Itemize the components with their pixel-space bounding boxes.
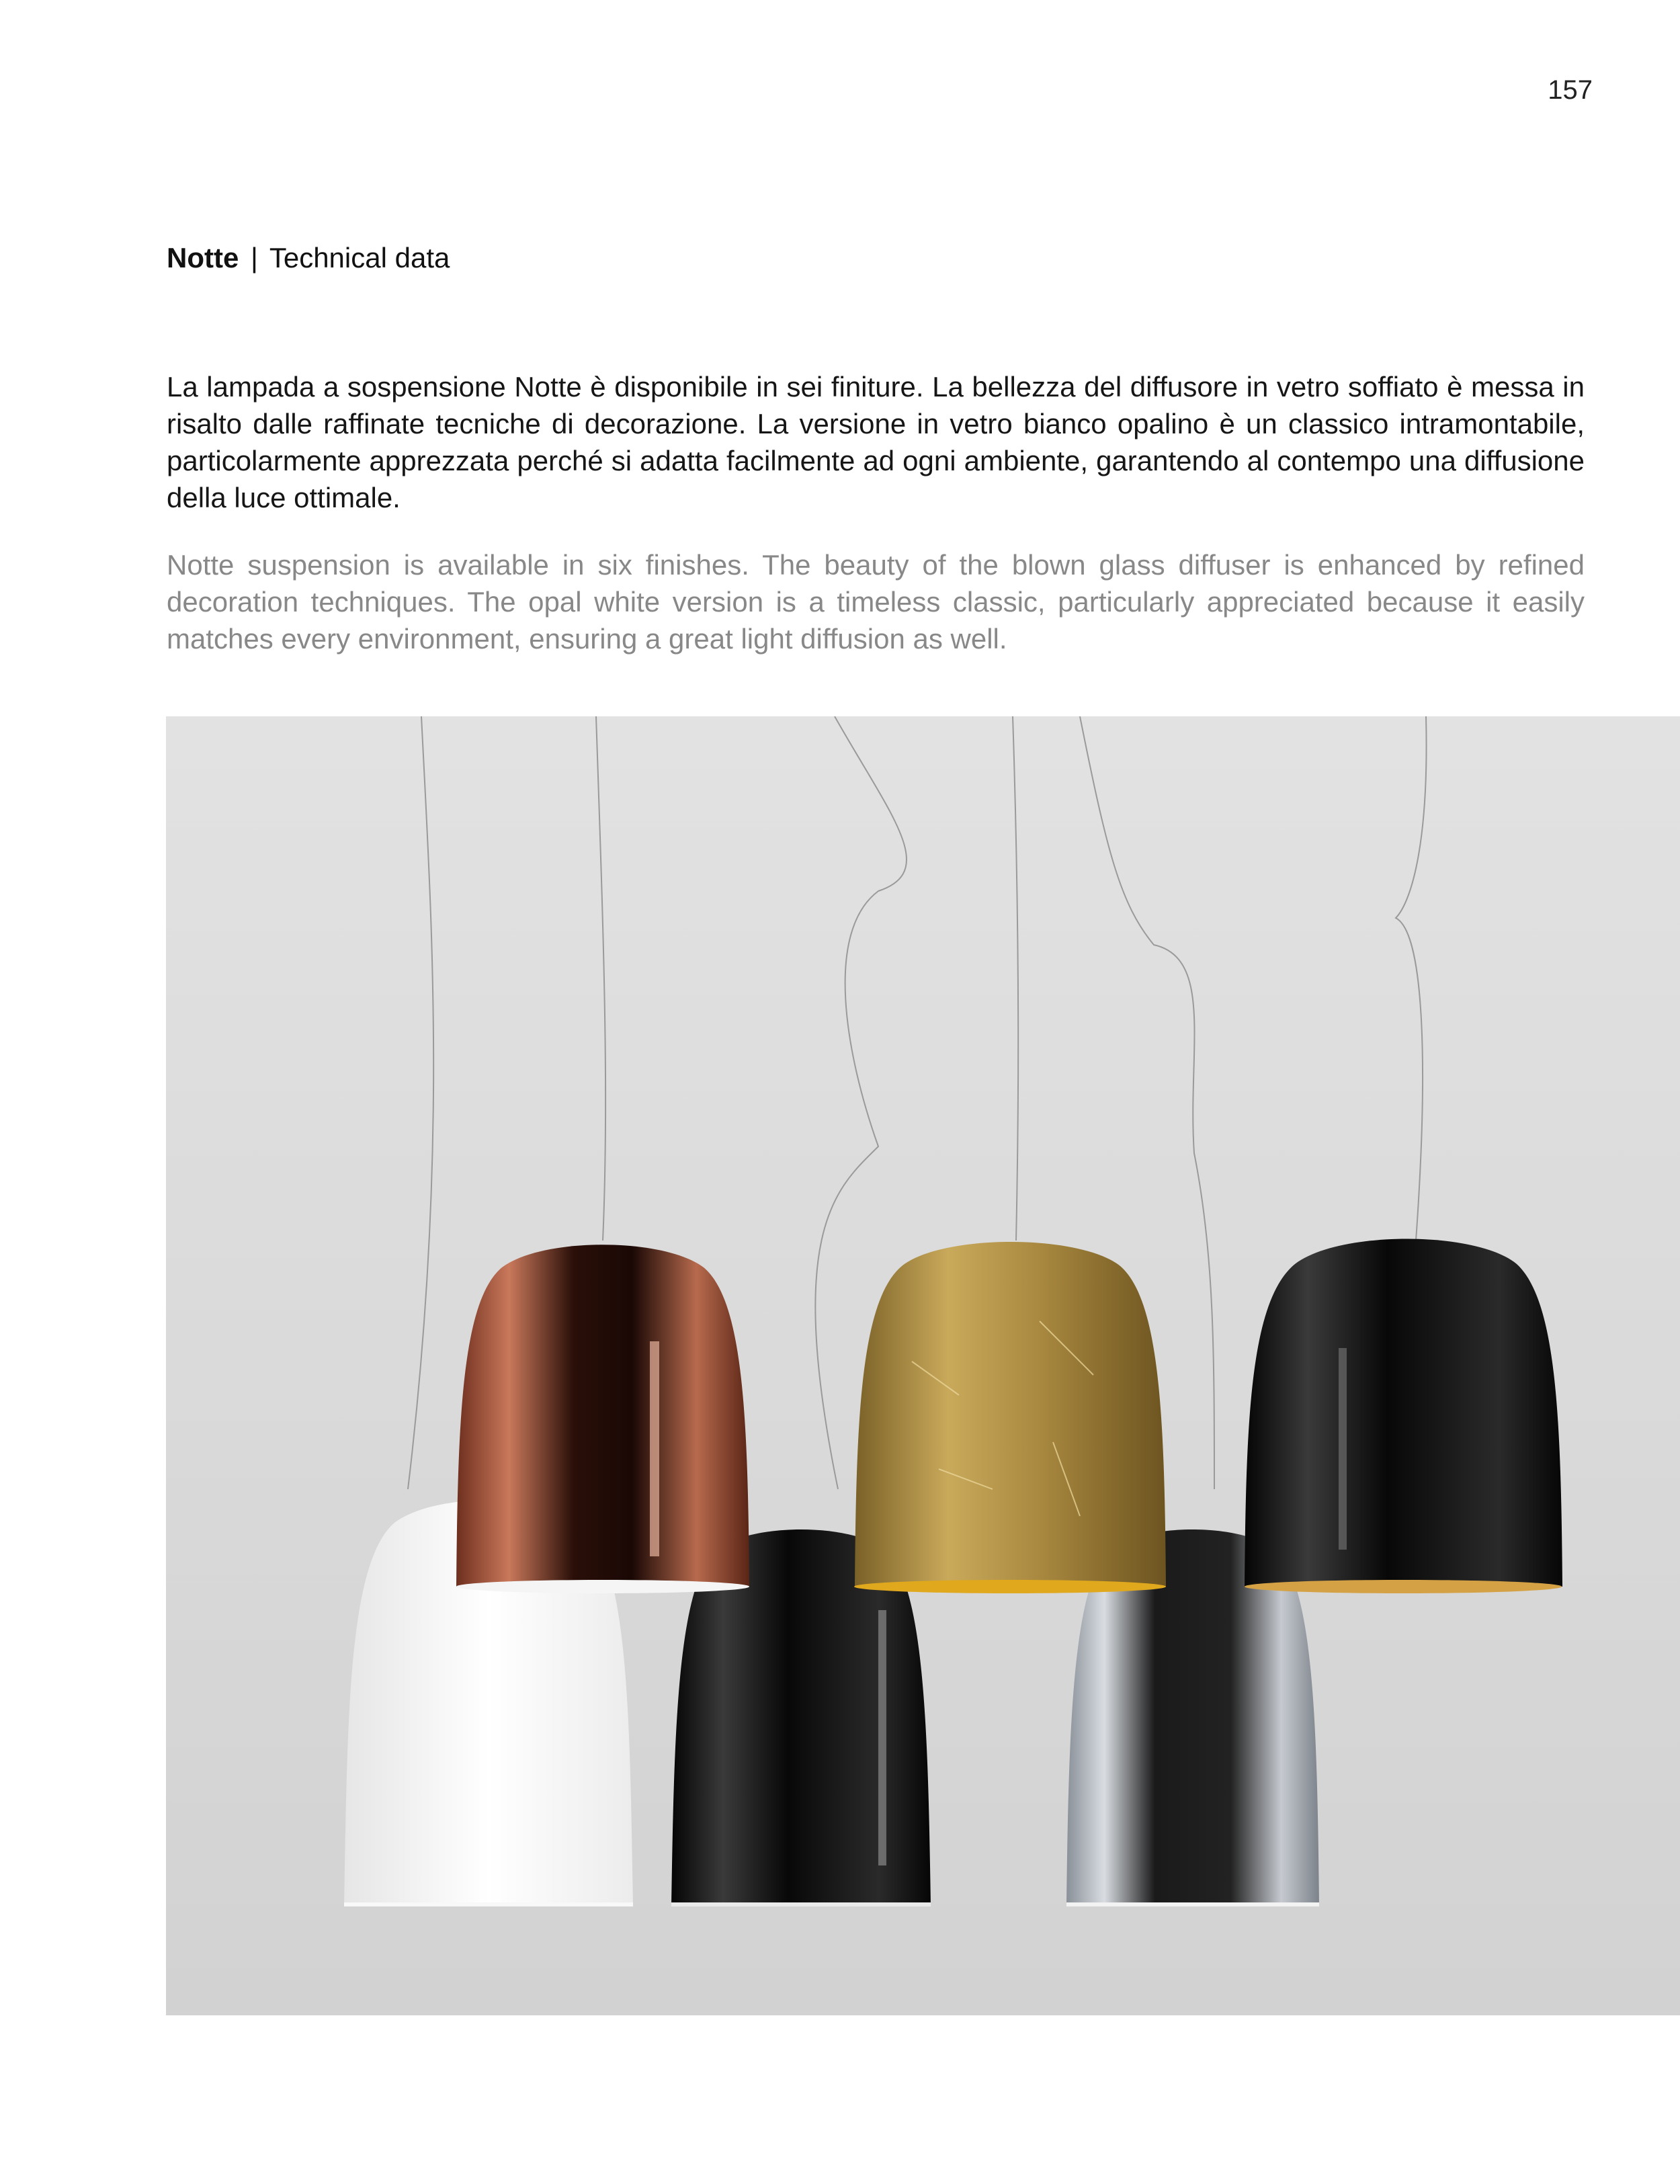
lamp-gold-leaf <box>854 1242 1166 1593</box>
heading-subtitle: Technical data <box>269 242 450 274</box>
description-english: Notte suspension is available in six finishes. The beauty of the blown glass diffuser is enhanced by refined decoration techniques. The opal white version is a timeless classic, particularly appreciated because it easily matches every environment, ensuring a great light diffusion as well. <box>167 549 1585 655</box>
product-photo <box>166 716 1680 2015</box>
description-italian: La lampada a sospensione Notte è disponibile in sei finiture. La bellezza del diffusore in vetro soffiato è messa in risalto dalle raffinate tecniche di decorazione. La versione in vetro bianco opalino è un classico intramontabile, particolarmente apprezzata perché si adatta facilmente ad ogni ambiente, garantendo al contempo una diffusione della luce ottimale. <box>167 371 1585 513</box>
lamp-copper <box>456 1245 749 1593</box>
product-name: Notte <box>167 242 239 274</box>
lamp-black-right <box>1245 1239 1562 1594</box>
section-heading <box>167 242 450 274</box>
page-number: 157 <box>1548 75 1593 105</box>
heading-separator: | <box>251 242 258 274</box>
